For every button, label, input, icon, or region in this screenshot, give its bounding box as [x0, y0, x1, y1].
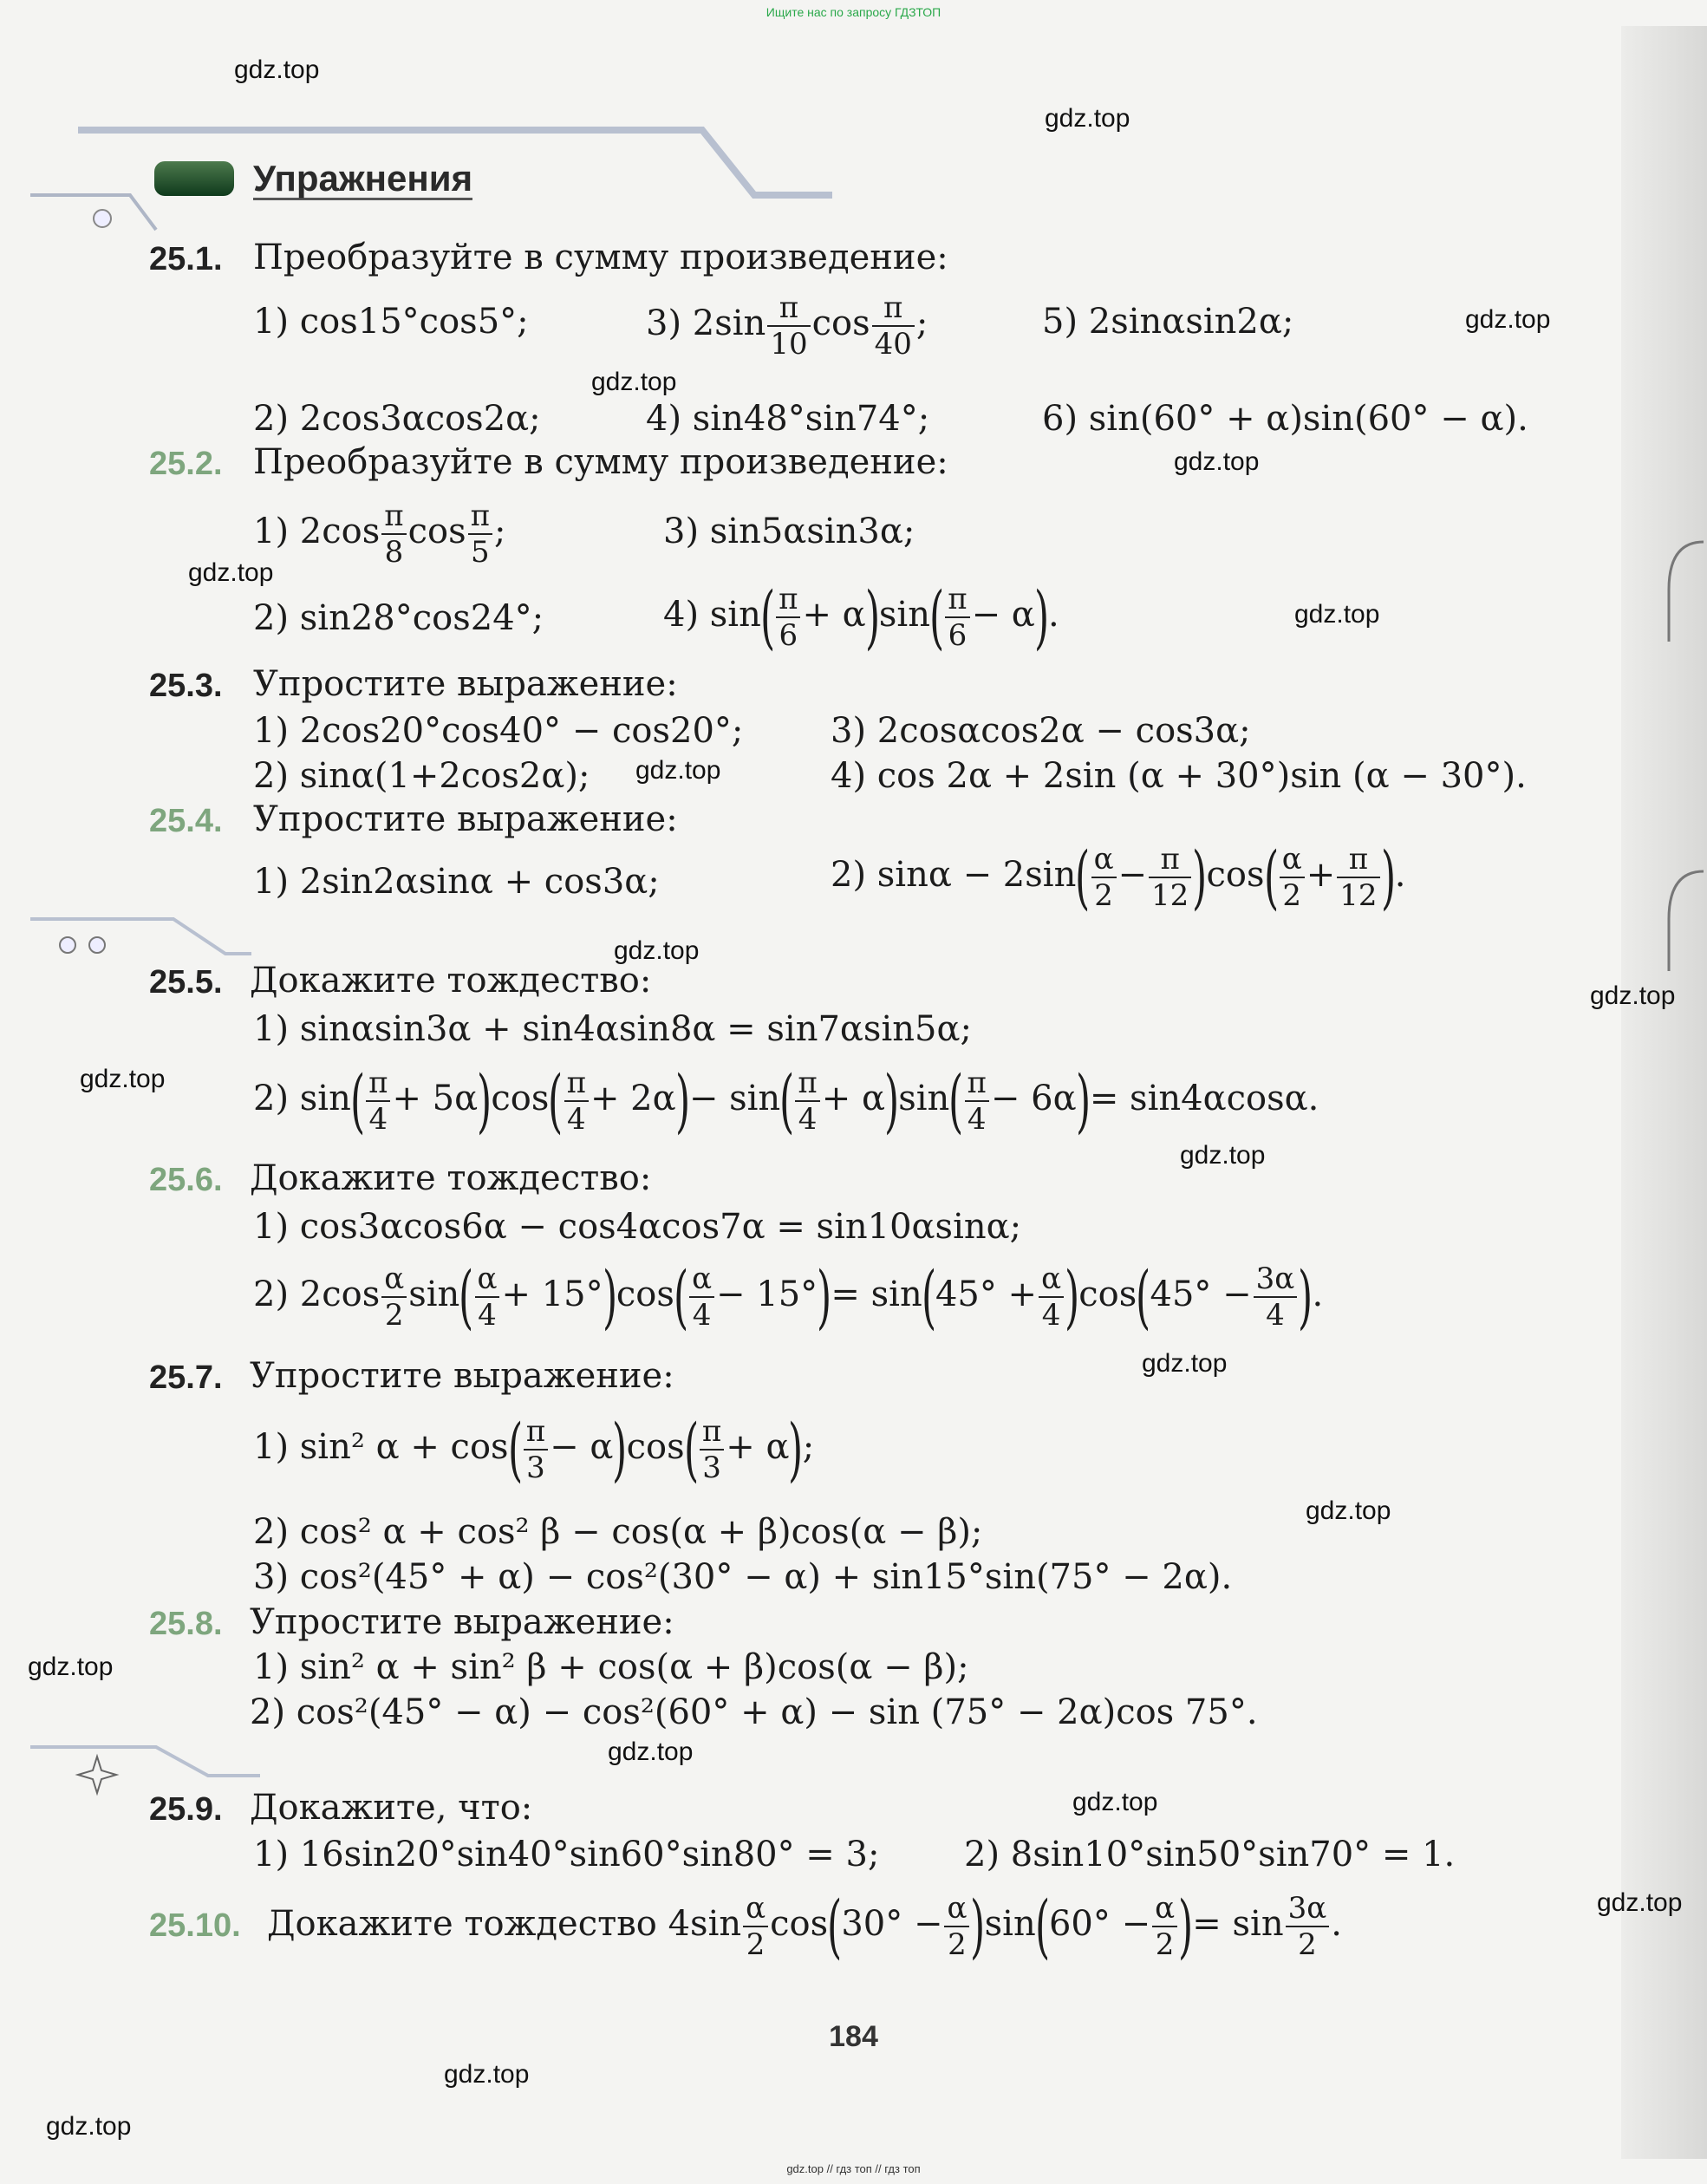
- watermark: gdz.top: [591, 368, 677, 396]
- watermark: gdz.top: [1294, 600, 1380, 629]
- section-title: Упражнения: [253, 160, 472, 200]
- item-25-6-1: 1) cos3αcos6α − cos4αcos7α = sin10αsinα;: [253, 1207, 1022, 1247]
- item-25-3-4: 4) cos 2α + 2sin (α + 30°)sin (α − 30°).: [831, 756, 1527, 796]
- exercise-task-25-10: Докажите тождество 4sin $\frac{\alpha}{2}$ cos(30° − $\frac{\alpha}{2}$ )sin(60° − $\frac{\alpha}{2}$ )= sin $\frac{3\alpha}{2}$ .: [267, 1886, 1342, 1966]
- watermark: gdz.top: [1142, 1349, 1228, 1378]
- item-25-1-5: 5) 2sinαsin2α;: [1042, 302, 1294, 342]
- item-25-1-4: 4) sin48°sin74°;: [646, 399, 930, 439]
- exercise-task-25-5: Докажите тождество:: [250, 961, 652, 1001]
- item-25-2-4: 4) sin( $\frac{\pi}{6}$ + α)sin( $\frac{\pi}{6}$ − α).: [663, 577, 1059, 657]
- item-25-5-2: 2) sin( $\frac{\pi}{4}$ + 5α)cos( $\frac{\pi}{4}$ + 2α)− sin( $\frac{\pi}{4}$ + α)sin( $\frac{\pi}{4}$ − 6α)= sin4αcosα.: [253, 1060, 1319, 1141]
- exercise-number-25-2: 25.2.: [149, 446, 223, 482]
- watermark: gdz.top: [1306, 1496, 1391, 1525]
- item-25-3-1: 1) 2cos20°cos40° − cos20°;: [253, 711, 744, 751]
- watermark: gdz.top: [1465, 305, 1551, 334]
- exercise-task-25-4: Упростите выражение:: [253, 799, 678, 839]
- watermark: gdz.top: [1072, 1788, 1158, 1816]
- divider-circles: [26, 915, 251, 967]
- exercise-task-25-3: Упростите выражение:: [253, 664, 678, 704]
- item-25-4-2: 2) sinα − 2sin( $\frac{\alpha}{2}$ − $\frac{\pi}{12}$ )cos( $\frac{\alpha}{2}$ + $\frac{\pi}{12}$ ).: [831, 837, 1406, 917]
- margin-curve-2: [1656, 867, 1707, 971]
- exercise-number-25-8: 25.8.: [149, 1606, 223, 1642]
- item-25-2-2: 2) sin28°cos24°;: [253, 598, 544, 638]
- item-25-3-3: 3) 2cosαcos2α − cos3α;: [831, 711, 1251, 751]
- divider-star: [26, 1743, 260, 1803]
- watermark: gdz.top: [1045, 104, 1130, 133]
- exercise-number-25-3: 25.3.: [149, 668, 223, 704]
- item-25-6-2: 2) 2cos $\frac{\alpha}{2}$ sin( $\frac{\alpha}{4}$ + 15°)cos( $\frac{\alpha}{4}$ − 15°)= sin(45° + $\frac{\alpha}{4}$ )cos(45° − $\frac{3\alpha}{4}$ ).: [253, 1256, 1324, 1337]
- watermark: gdz.top: [614, 936, 700, 965]
- item-25-5-1: 1) sinαsin3α + sin4αsin8α = sin7αsin5α;: [253, 1009, 972, 1049]
- exercise-number-25-9: 25.9.: [149, 1791, 223, 1828]
- exercise-number-25-10: 25.10.: [149, 1907, 241, 1944]
- exercise-task-25-7: Упростите выражение:: [250, 1356, 674, 1396]
- item-25-1-1: 1) cos15°cos5°;: [253, 302, 529, 342]
- item-25-3-2: 2) sinα(1+2cos2α);: [253, 756, 590, 796]
- item-25-1-2: 2) 2cos3αcos2α;: [253, 399, 541, 439]
- page-edge-shadow: [1621, 26, 1707, 2159]
- item-25-7-2: 2) cos² α + cos² β − cos(α + β)cos(α − β);: [253, 1512, 983, 1552]
- item-25-1-6: 6) sin(60° + α)sin(60° − α).: [1042, 399, 1528, 439]
- watermark: gdz.top: [80, 1065, 166, 1093]
- item-25-9-1: 1) 16sin20°sin40°sin60°sin80° = 3;: [253, 1835, 880, 1874]
- watermark: gdz.top: [608, 1737, 694, 1766]
- margin-curve-1: [1656, 538, 1707, 642]
- exercise-number-25-6: 25.6.: [149, 1162, 223, 1198]
- item-25-8-1: 1) sin² α + sin² β + cos(α + β)cos(α − β);: [253, 1647, 969, 1687]
- watermark: gdz.top: [1174, 447, 1260, 476]
- page-number: 184: [829, 2020, 878, 2053]
- banner-badge-icon: [154, 161, 234, 196]
- watermark: gdz.top: [1590, 981, 1676, 1010]
- top-note: Ищите нас по запросу ГДЗТОП: [766, 5, 941, 19]
- item-25-7-3: 3) cos²(45° + α) − cos²(30° − α) + sin15°sin(75° − 2α).: [253, 1557, 1233, 1597]
- watermark: gdz.top: [234, 55, 320, 84]
- item-25-1-3: 3) 2sin $\frac{\pi}{10}$ cos $\frac{\pi}{40}$ ;: [646, 290, 928, 362]
- exercise-task-25-1: Преобразуйте в сумму произведение:: [253, 238, 948, 277]
- exercise-number-25-5: 25.5.: [149, 964, 223, 1001]
- exercise-number-25-4: 25.4.: [149, 803, 223, 839]
- watermark: gdz.top: [188, 558, 274, 587]
- watermark: gdz.top: [28, 1653, 114, 1681]
- watermark: gdz.top: [46, 2112, 132, 2141]
- exercise-task-25-8: Упростите выражение:: [250, 1602, 674, 1642]
- watermark: gdz.top: [1597, 1888, 1683, 1917]
- item-25-9-2: 2) 8sin10°sin50°sin70° = 1.: [964, 1835, 1456, 1874]
- item-25-4-1: 1) 2sin2αsinα + cos3α;: [253, 862, 660, 902]
- watermark: gdz.top: [635, 756, 721, 785]
- watermark: gdz.top: [444, 2060, 530, 2089]
- exercise-number-25-7: 25.7.: [149, 1359, 223, 1396]
- item-25-2-1: 1) 2cos $\frac{\pi}{8}$ cos $\frac{\pi}{5}$ ;: [253, 499, 506, 570]
- item-25-7-1: 1) sin² α + cos( $\frac{\pi}{3}$ − α)cos( $\frac{\pi}{3}$ + α);: [253, 1409, 815, 1490]
- item-25-8-2: 2) cos²(45° − α) − cos²(60° + α) − sin (75° − 2α)cos 75°.: [250, 1692, 1258, 1732]
- bottom-note: gdz.top // гдз топ // гдз топ: [786, 2162, 921, 2175]
- exercise-number-25-1: 25.1.: [149, 241, 223, 277]
- item-25-2-3: 3) sin5αsin3α;: [663, 512, 915, 551]
- exercise-task-25-9: Докажите, что:: [250, 1788, 533, 1828]
- exercise-task-25-6: Докажите тождество:: [250, 1158, 652, 1198]
- watermark: gdz.top: [1180, 1141, 1266, 1170]
- exercise-task-25-2: Преобразуйте в сумму произведение:: [253, 442, 948, 482]
